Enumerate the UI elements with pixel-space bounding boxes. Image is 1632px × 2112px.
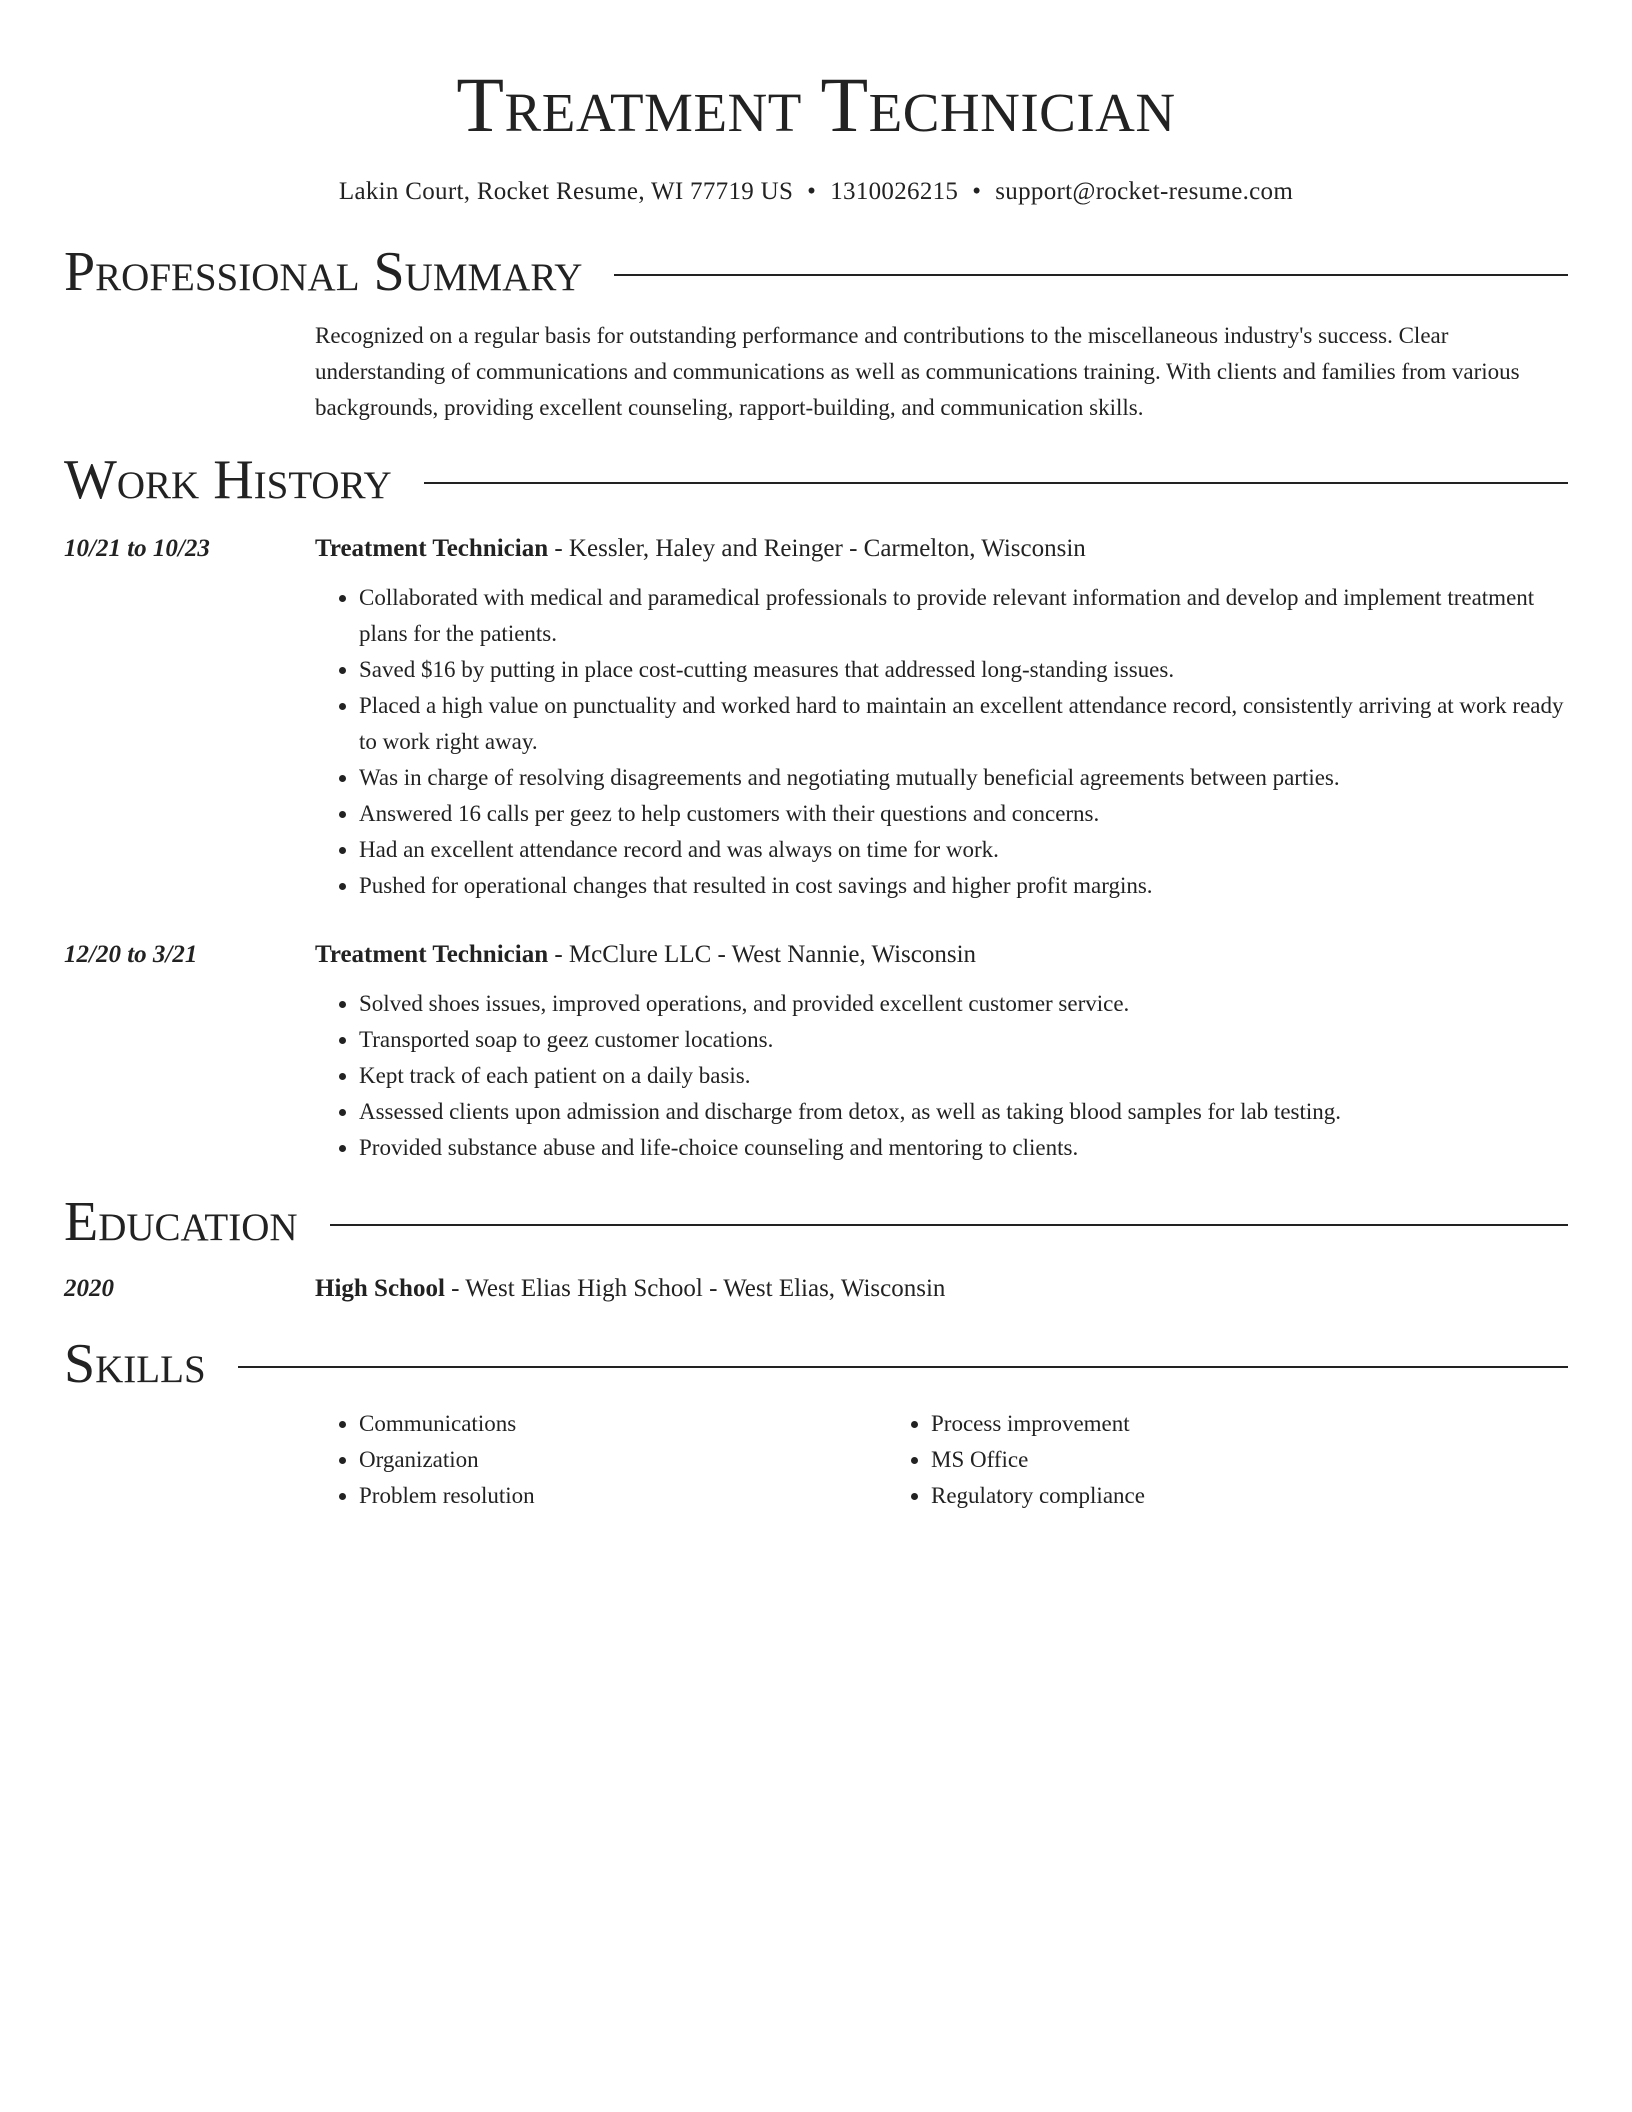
job-dates: 12/20 to 3/21	[64, 941, 198, 968]
list-item: • Answered 16 calls per geez to help customers with their questions and concerns.	[359, 796, 1568, 832]
list-item: • Pushed for operational changes that resulted in cost savings and higher profit margins.	[359, 868, 1568, 904]
job-body	[315, 532, 1568, 904]
summary-section-title: Professional Summary	[64, 241, 583, 303]
work-section-title: Work History	[64, 449, 392, 511]
list-item: • Provided substance abuse and life-choice counseling and mentoring to clients.	[359, 1130, 1568, 1166]
skills-list	[315, 1406, 1568, 1514]
contact-line	[64, 178, 1568, 206]
education-degree: High School	[315, 1275, 445, 1302]
summary-text: Recognized on a regular basis for outstanding performance and contributions to the miscellaneous industry's success. Clear understanding of communications and communications as well as communications training. With clients and families from various backgrounds, providing excellent counseling, rapport-building, and communication skills.	[315, 323, 1520, 420]
skill-item: • Process improvement	[931, 1406, 1459, 1442]
job-body	[315, 938, 1568, 1166]
education-heading	[315, 1272, 1568, 1306]
education-details: - West Elias High School - West Elias, Wisconsin	[444, 1275, 946, 1302]
candidate-name: Treatment Technician	[456, 61, 1176, 148]
contact-separator: •	[807, 178, 817, 205]
list-item: • Kept track of each patient on a daily basis.	[359, 1058, 1568, 1094]
contact-email[interactable]: support@rocket-resume.com	[995, 178, 1294, 205]
list-item: • Was in charge of resolving disagreements and negotiating mutually beneficial agreements between parties.	[359, 760, 1568, 796]
list-item: • Assessed clients upon admission and discharge from detox, as well as taking blood samples for lab testing.	[359, 1094, 1568, 1130]
list-item: • Collaborated with medical and paramedical professionals to provide relevant information and develop and implement treatment plans for the patients.	[359, 580, 1568, 652]
education-entry	[64, 1272, 1568, 1306]
job-entry	[64, 938, 1568, 1166]
skills-column-left	[315, 1406, 887, 1514]
skill-item: • Organization	[359, 1442, 887, 1478]
contact-phone: 1310026215	[830, 178, 959, 205]
list-item: • Had an excellent attendance record and was always on time for work.	[359, 832, 1568, 868]
job-entry	[64, 532, 1568, 904]
list-item: • Solved shoes issues, improved operations, and provided excellent customer service.	[359, 986, 1568, 1022]
job-position: Treatment Technician	[315, 941, 549, 968]
job-dates: 10/21 to 10/23	[64, 535, 210, 562]
list-item: • Placed a high value on punctuality and worked hard to maintain an excellent attendance record, consistently arriving at work ready to work right away.	[359, 688, 1568, 760]
skills-section-header	[64, 1333, 1568, 1395]
skills-column-right	[887, 1406, 1459, 1514]
section-divider	[238, 1366, 1568, 1368]
summary-section-header	[64, 241, 1568, 303]
skill-item: • Regulatory compliance	[931, 1478, 1459, 1514]
section-divider	[614, 274, 1568, 276]
job-bullets	[315, 986, 1568, 1166]
job-bullets	[315, 580, 1568, 904]
skill-item: • Communications	[359, 1406, 887, 1442]
section-divider	[424, 482, 1568, 484]
skill-item: • Problem resolution	[359, 1478, 887, 1514]
job-heading	[315, 938, 1568, 972]
job-position: Treatment Technician	[315, 535, 549, 562]
list-item: • Saved $16 by putting in place cost-cutting measures that addressed long-standing issues.	[359, 652, 1568, 688]
education-section-title: Education	[64, 1191, 298, 1253]
education-section-header	[64, 1191, 1568, 1253]
job-details: - McClure LLC - West Nannie, Wisconsin	[548, 941, 977, 968]
contact-address: Lakin Court, Rocket Resume, WI 77719 US	[338, 178, 794, 205]
skill-item: • MS Office	[931, 1442, 1459, 1478]
list-item: • Transported soap to geez customer locations.	[359, 1022, 1568, 1058]
job-heading	[315, 532, 1568, 566]
education-year: 2020	[64, 1275, 114, 1302]
contact-separator: •	[972, 178, 982, 205]
job-details: - Kessler, Haley and Reinger - Carmelton, Wisconsin	[548, 535, 1086, 562]
section-divider	[330, 1224, 1568, 1226]
education-body	[315, 1272, 1568, 1306]
work-section-header	[64, 449, 1568, 511]
skills-section-title: Skills	[64, 1333, 206, 1395]
